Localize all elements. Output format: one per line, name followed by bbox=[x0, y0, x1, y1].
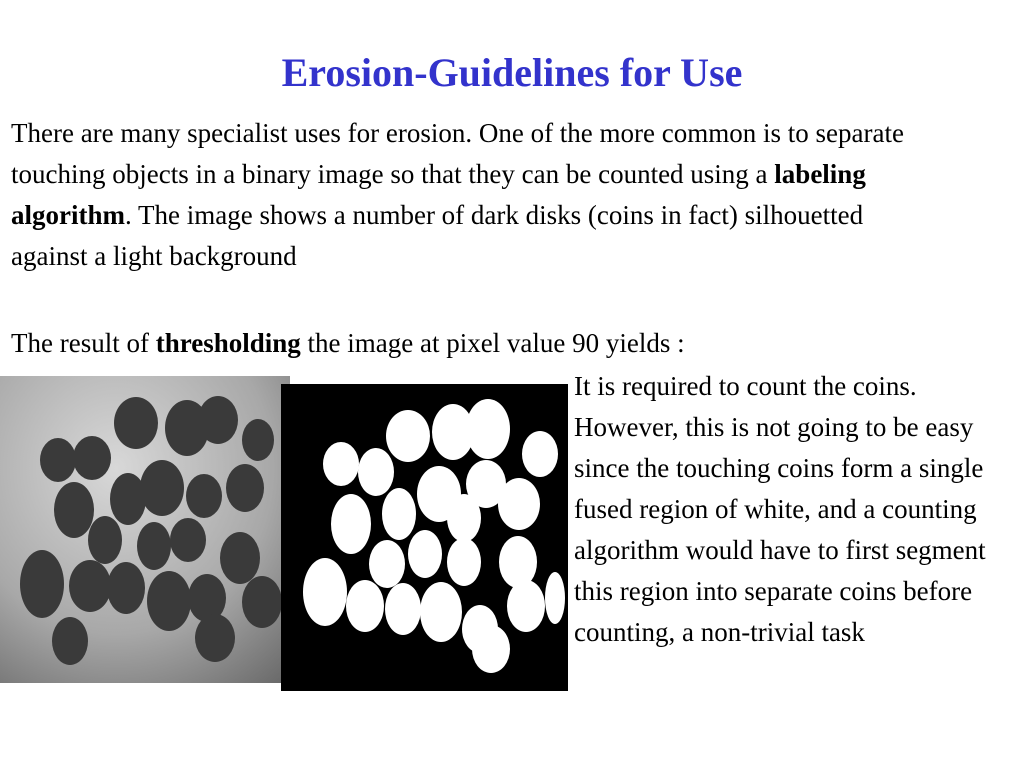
coin-disk bbox=[52, 617, 88, 665]
coin-disk bbox=[472, 625, 510, 673]
coin-disk bbox=[408, 530, 442, 578]
coin-disk bbox=[242, 576, 282, 628]
coin-disk bbox=[447, 494, 481, 542]
coin-disk bbox=[137, 522, 171, 570]
coin-disk bbox=[226, 464, 264, 512]
coins-binary-image bbox=[281, 384, 568, 691]
threshold-paragraph bbox=[11, 323, 941, 364]
coin-disk bbox=[386, 410, 430, 462]
intro-text-start: There are many specialist uses for erosion. One of the more common is to separate touching objects in a binary image so that they can be counted using a bbox=[11, 118, 904, 189]
threshold-text-end: the image at pixel value 90 yields : bbox=[300, 328, 685, 358]
coin-disk bbox=[40, 438, 76, 482]
coin-disk bbox=[466, 399, 510, 459]
coin-disk bbox=[323, 442, 359, 486]
coin-disk bbox=[303, 558, 347, 626]
coin-disk bbox=[507, 580, 545, 632]
slide-title: Erosion-Guidelines for Use bbox=[281, 50, 743, 95]
labeling-algorithm-term: labeling algorithm bbox=[11, 159, 866, 230]
coin-disk bbox=[220, 532, 260, 584]
coin-disk bbox=[331, 494, 371, 554]
coin-disk bbox=[420, 582, 462, 642]
coin-disk bbox=[88, 516, 122, 564]
coin-disk bbox=[198, 396, 238, 444]
coin-disk bbox=[447, 538, 481, 586]
coin-disk bbox=[188, 574, 226, 622]
coin-disk bbox=[73, 436, 111, 480]
coin-count-explanation: It is required to count the coins. However, this is not going to be easy since the touching coins form a single fused region of white, and a counting algorithm would have to first segment this region into separate coins before counting, a non-trivial task bbox=[574, 371, 986, 647]
coin-disk bbox=[107, 562, 145, 614]
coin-disk bbox=[54, 482, 94, 538]
coin-disk bbox=[186, 474, 222, 518]
coin-disk bbox=[114, 397, 158, 449]
coin-disk bbox=[170, 518, 206, 562]
coin-disk bbox=[147, 571, 191, 631]
intro-paragraph bbox=[11, 113, 941, 277]
coin-disk bbox=[499, 536, 537, 588]
coin-disk bbox=[385, 583, 421, 635]
thresholding-term: thresholding bbox=[155, 328, 301, 358]
coin-disk bbox=[369, 540, 405, 588]
coin-disk bbox=[110, 473, 146, 525]
coin-disk bbox=[498, 478, 540, 530]
intro-text-end: . The image shows a number of dark disks (coins in fact) silhouetted against a light background bbox=[11, 200, 864, 271]
coin-disk bbox=[195, 614, 235, 662]
threshold-text-start: The result of bbox=[11, 328, 156, 358]
coin-disk bbox=[69, 560, 111, 612]
coin-disk bbox=[522, 431, 558, 477]
coin-disk bbox=[140, 460, 184, 516]
coin-disk bbox=[346, 580, 384, 632]
coin-disk bbox=[358, 448, 394, 496]
coin-disk bbox=[20, 550, 64, 618]
coin-disk bbox=[242, 419, 274, 461]
coins-grayscale-image bbox=[0, 376, 290, 683]
coin-disk bbox=[382, 488, 416, 540]
coin-disk bbox=[545, 572, 565, 624]
